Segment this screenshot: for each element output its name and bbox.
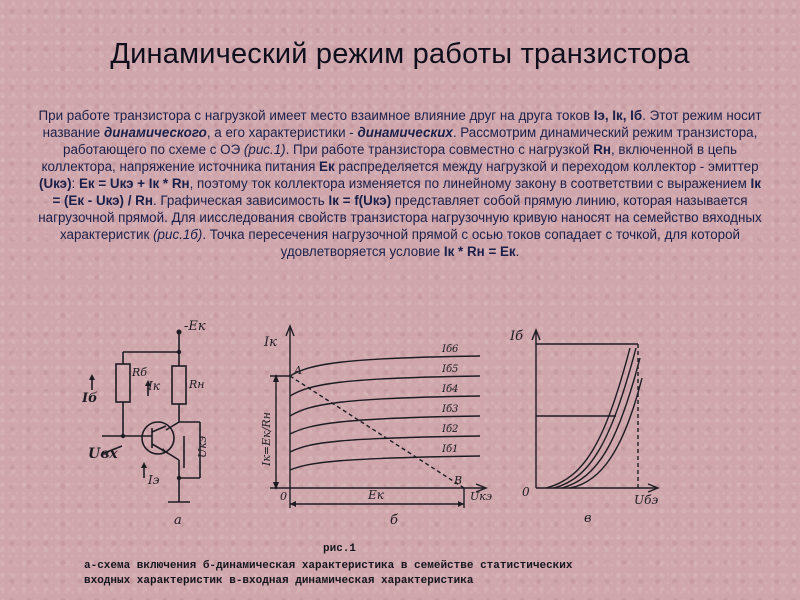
figure-caption-line-2: входных характеристик в-входная динамическая характеристика <box>84 575 474 587</box>
output-y-span-label: Iк=Ек/Rн <box>260 412 273 466</box>
ubx-label: Uвх <box>88 446 118 462</box>
supply-label: -Ек <box>184 319 206 334</box>
ib-label: Iб <box>82 391 98 406</box>
curve-label-ib4: Iб4 <box>442 384 459 395</box>
input-characteristics-chart <box>506 318 672 528</box>
input-y-axis-label: Iб <box>510 329 524 344</box>
load-line-point-a: A <box>294 364 302 377</box>
uke-label: Uкэ <box>196 436 209 458</box>
curve-label-ib3: Iб3 <box>442 404 459 415</box>
rn-label: Rн <box>189 378 205 391</box>
input-sub-label: в <box>584 511 592 526</box>
ie-label: Iэ <box>148 473 160 487</box>
output-y-axis-label: Iк <box>264 335 277 350</box>
output-characteristics-chart <box>250 318 506 528</box>
output-origin-label: 0 <box>280 490 287 503</box>
body-paragraph: При работе транзистора с нагрузкой имеет место взаимное влияние друг на друга токов Iэ, Iк, Iб. Этот режим носит название динамического, а его характеристики - динамических. Рассмотрим динамический режим транзистора, работающего по схеме с ОЭ (рис.1). При работе транзистора совместно с нагрузкой Rн, включенной в цепь коллектора, напряжение источника питания Ек распределяется между нагрузкой и переходом коллектор - эмиттер (Uкэ): Ек = Uкэ + Iк * Rн, поэтому ток коллектора изменяется по линейному закону в соответствии с выражением Iк = (Ек - Uкэ) / Rн. Графическая зависимость Iк = f(Uкэ) представляет собой прямую линию, которая называется нагрузочной прямой. Для иисследования свойств транзистора нагрузочную кривую наносят на семейство вяходных характеристик (рис.1б). Точка пересечения нагрузочной прямой с осью токов сопадает с точкой, для которой удовлетворяется условие Iк * Rн = Ек. <box>38 108 762 259</box>
slide-title: Динамический режим работы транзистора <box>110 38 690 70</box>
ik-label: Iк <box>148 379 160 393</box>
output-sub-label: б <box>390 513 398 528</box>
curve-label-ib5: Iб5 <box>442 364 459 375</box>
circuit-sub-label: а <box>174 513 182 528</box>
circuit-diagram <box>82 318 242 528</box>
curve-label-ib1: Iб1 <box>442 444 459 455</box>
curve-label-ib6: Iб6 <box>442 344 459 355</box>
figure-number: рис.1 <box>323 543 357 555</box>
curve-label-ib2: Iб2 <box>442 424 459 435</box>
input-x-axis-label: Uбэ <box>634 493 659 507</box>
rb-label: Rб <box>132 366 147 379</box>
load-line-point-b: B <box>454 474 463 487</box>
output-x-axis-label: Uкэ <box>470 490 492 503</box>
input-origin-label: 0 <box>522 485 530 499</box>
figure-caption-line-1: а-схема включения б-динамическая характеристика в семействе статистических <box>84 560 573 572</box>
output-x-span-label: Ек <box>368 488 384 502</box>
